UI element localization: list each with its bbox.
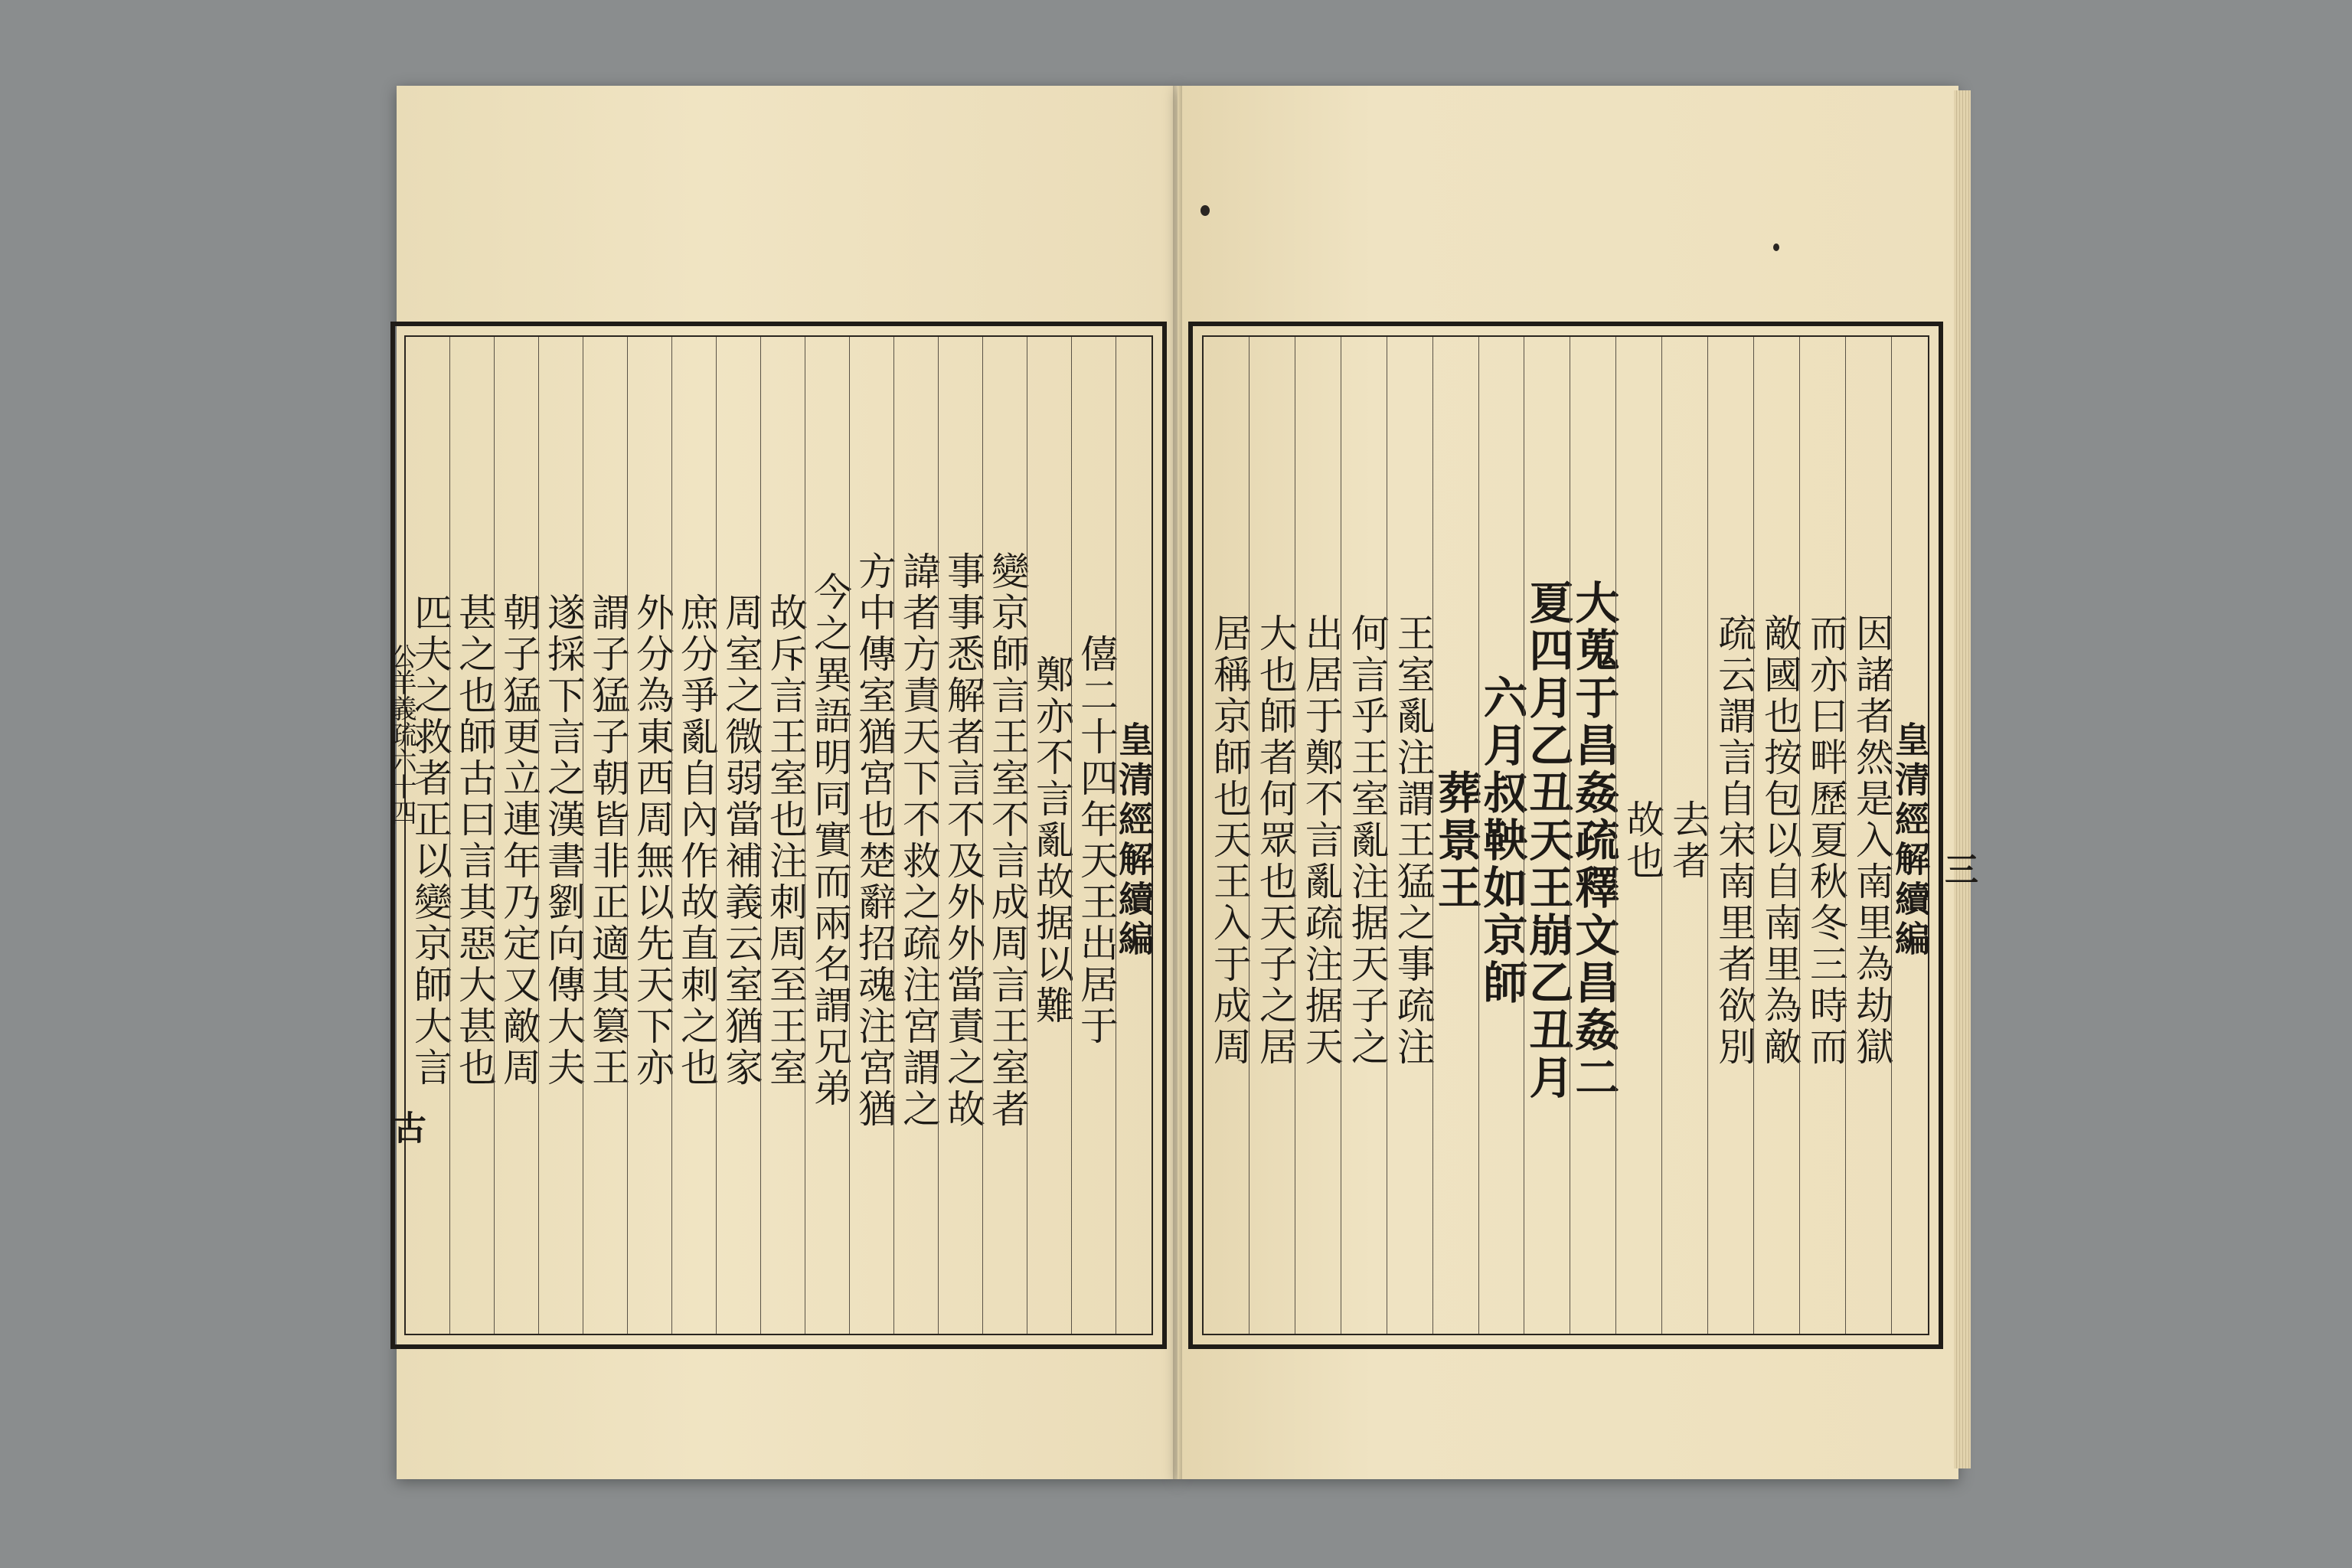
text-column: 朝子猛更立連年乃定又敵周 xyxy=(494,337,538,1334)
text-column: 鄭亦不言亂故据以難 xyxy=(1027,337,1071,1334)
ink-spot xyxy=(1200,205,1210,216)
text-column: 諱者方責天下不救之疏注宮謂之 xyxy=(893,337,938,1334)
text-column: 居稱京師也天王入于成周 xyxy=(1207,613,1252,1068)
text-column: 變京師言王室不言成周言王室者 xyxy=(982,337,1027,1334)
text-column: 匹夫之救者正以變京師大言 xyxy=(408,593,452,1089)
text-column: 去者 xyxy=(1661,337,1707,1334)
book-gutter xyxy=(1173,86,1182,1479)
heading-column: 夏四月乙丑天王崩乙丑月 xyxy=(1524,337,1570,1334)
right-title-column: 皇清經解續編 xyxy=(1891,337,1928,1334)
left-title-column: 皇清經解續編 xyxy=(1116,337,1152,1334)
text-column: 故也 xyxy=(1615,337,1661,1334)
text-column: 敵國也按包以自南里為敵 xyxy=(1753,337,1799,1334)
text-column: 方中傳室猶宮也楚辭招魂注宮猶 xyxy=(849,337,893,1334)
text-column: 甚之也師古曰言其惡大甚也 xyxy=(449,337,494,1334)
text-column: 因諸者然是入南里為劫獄 xyxy=(1845,337,1891,1334)
text-column: 大也師者何眾也天子之居 xyxy=(1249,337,1295,1334)
heading-column: 六月叔鞅如京師 xyxy=(1478,337,1524,1334)
text-column: 王室亂注謂王猛之事疏注 xyxy=(1387,337,1432,1334)
text-column: 僖二十四年天王出居于 xyxy=(1071,337,1116,1334)
text-column: 外分為東西周無以先天下亦 xyxy=(627,337,671,1334)
heading-column: 葬景王 xyxy=(1432,337,1478,1334)
text-column: 周室之微弱當補義云室猶家 xyxy=(716,337,760,1334)
text-column: 疏云謂言自宋南里者欲別 xyxy=(1707,337,1753,1334)
page-edges xyxy=(1954,90,1971,1468)
text-column: 遂採下言之漢書劉向傳大夫 xyxy=(538,337,583,1334)
text-column: 故斥言王室也注刺周至王室 xyxy=(760,337,805,1334)
text-column: 謂子猛子朝皆非正適其篡王 xyxy=(583,337,627,1334)
text-column: 今之異語明同實而兩名謂兄弟 xyxy=(805,337,849,1334)
heading-column: 大蒐于昌姦疏釋文昌姦二 xyxy=(1570,337,1615,1334)
text-column: 庶分爭亂自內作故直刺之也 xyxy=(671,337,716,1334)
text-column: 事事悉解者言不及外外當責之故 xyxy=(938,337,982,1334)
right-folio-number: 三 xyxy=(1945,851,1978,890)
ink-spot xyxy=(1773,243,1779,251)
text-column: 何言乎王室亂注据天子之 xyxy=(1341,337,1387,1334)
left-section-label: 公羊義疏六十四 xyxy=(386,643,416,825)
left-folio-number: 古 xyxy=(387,1110,426,1144)
right-text-frame xyxy=(1188,322,1943,1349)
text-column: 出居于鄭不言亂疏注据天 xyxy=(1295,337,1341,1334)
left-text-frame xyxy=(390,322,1167,1349)
text-column: 而亦曰畔歷夏秋冬三時而 xyxy=(1799,337,1845,1334)
